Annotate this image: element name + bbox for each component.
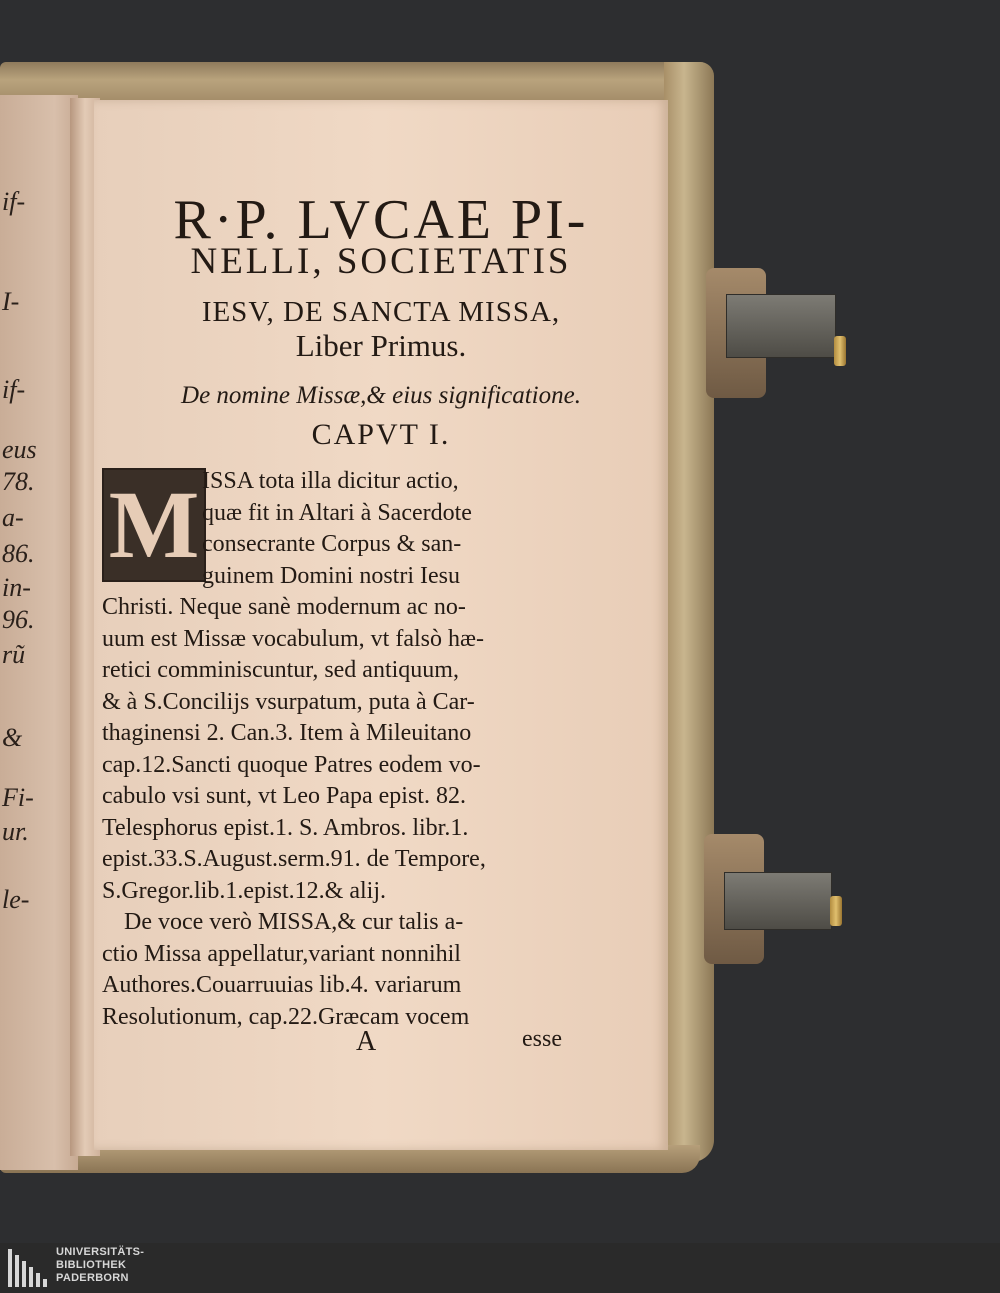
book-page (94, 100, 668, 1150)
signature-mark: A (356, 1026, 377, 1057)
body-line: S.Gregor.lib.1.epist.12.& alij. (102, 877, 386, 904)
left-page-fragment: & (2, 723, 23, 752)
left-page-fragment: in- (2, 573, 31, 602)
initial-letter: M (108, 471, 200, 578)
body-line: retici comminiscuntur, sed antiquum, (102, 657, 459, 683)
left-page-fragment: eus (2, 435, 37, 464)
left-page-fragment: ur. (2, 817, 29, 846)
body-line: guinem Domini nostri Iesu (202, 562, 460, 589)
title-line-3: IESV, DE SANCTA MISSA, (201, 296, 561, 328)
body-line: uum est Missæ vocabulum, vt falsò hæ- (102, 625, 484, 652)
body-line: Christi. Neque sanè modernum ac no- (102, 594, 466, 620)
body-line: Authores.Couarruuias lib.4. variarum (102, 972, 462, 998)
left-page-fragment: rũ (2, 640, 26, 669)
body-line: epist.33.S.August.serm.91. de Tempore, (102, 846, 486, 872)
body-line: Telesphorus epist.1. S. Ambros. libr.1. (102, 814, 469, 841)
book-cover-fore-edge (664, 62, 714, 1162)
left-page-fragment: Fi- (2, 783, 34, 812)
left-page-fragment: if- (2, 187, 26, 216)
library-name-line-2: BIBLIOTHEK (56, 1259, 127, 1271)
body-line: consecrante Corpus & san- (202, 531, 462, 557)
body-line: thaginensi 2. Can.3. Item à Mileuitano (102, 720, 472, 746)
body-line: quæ fit in Altari à Sacerdote (202, 499, 472, 526)
body-line: Resolutionum, cap.22.Græcam vocem (102, 1003, 470, 1030)
body-line: cap.12.Sancti quoque Patres eodem vo- (102, 751, 481, 778)
catchword: esse (522, 1026, 562, 1052)
title-line-1: R·P. LVCAE PI- (173, 189, 589, 251)
left-page-fragment: I- (2, 287, 20, 316)
library-name-line-1: UNIVERSITÄTS- (56, 1246, 145, 1258)
body-line: cabulo vsi sunt, vt Leo Papa epist. 82. (102, 783, 466, 809)
library-name (56, 1246, 144, 1285)
chapter-subtitle: De nomine Missæ,& eius significatione. (181, 382, 581, 409)
left-page-fragment: a- (2, 503, 24, 532)
left-page-fragment: le- (2, 885, 30, 914)
library-footer-bar (0, 1243, 1000, 1293)
body-line: ctio Missa appellatur,variant nonnihil (102, 940, 461, 967)
left-page-fragment: 86. (2, 539, 35, 568)
library-logo-icon (8, 1249, 48, 1287)
decorated-initial (102, 468, 206, 582)
left-page-fragment: 96. (2, 605, 35, 634)
left-page-fragment: if- (2, 375, 26, 404)
title-line-4: Liber Primus. (295, 328, 467, 363)
left-facing-page (0, 95, 78, 1170)
left-page-fragment: 78. (2, 467, 35, 496)
library-name-line-3: PADERBORN (56, 1272, 129, 1284)
body-line: De voce verò MISSA,& cur talis a- (124, 909, 464, 935)
title-line-2: NELLI, SOCIETATIS (190, 241, 572, 282)
chapter-heading: CAPVT I. (311, 418, 451, 451)
body-line: & à S.Concilijs vsurpatum, puta à Car- (102, 688, 475, 715)
body-line: ISSA tota illa dicitur actio, (202, 468, 459, 494)
